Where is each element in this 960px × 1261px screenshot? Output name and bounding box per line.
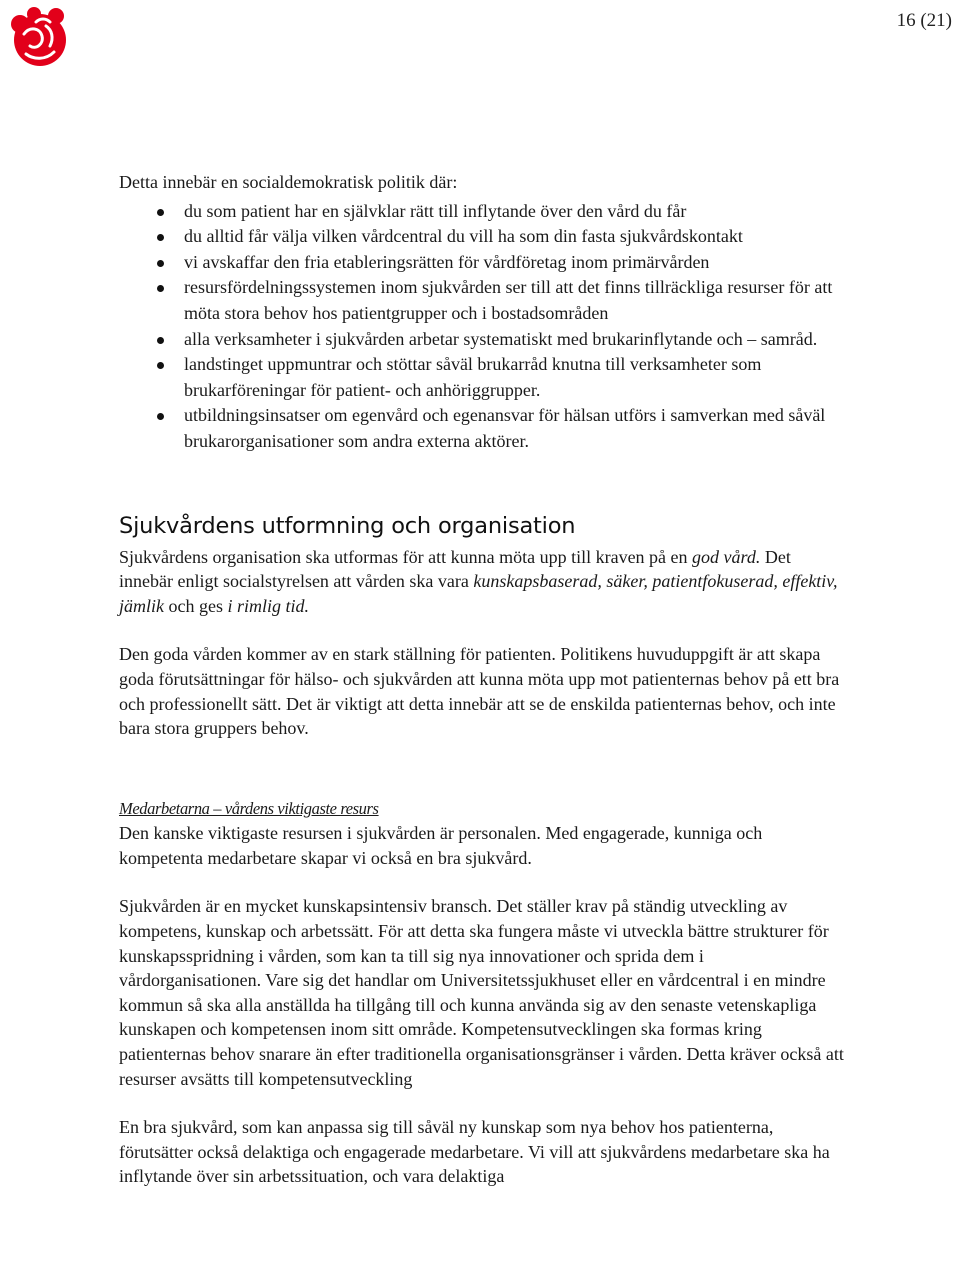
bullet-icon <box>157 362 164 369</box>
list-item: landstinget uppmuntrar och stöttar såväl brukarråd knutna till verksamheter som brukarföreningar för patient- och anhöriggrupper. <box>119 352 849 403</box>
organisation-paragraph: Sjukvårdens organisation ska utformas för att kunna möta upp till kraven på en god vård. Det innebär enligt socialstyrelsen att vården ska vara kunskapsbaserad, säker, patientfokuserad, effektiv, jämlik och ges i rimlig tid. <box>119 546 838 616</box>
good-care-paragraph: Den goda vården kommer av en stark ställning för patienten. Politikens huvuduppgift är att skapa goda förutsättningar för hälso- och sjukvården att kunna möta upp mot patienternas behov på ett bra och professionellt sätt. Det är viktigt att detta innebär att se de enskilda patienternas behov, och inte bara stora gruppers behov. <box>119 644 840 739</box>
staff-paragraph: Den kanske viktigaste resursen i sjukvården är personalen. Med engagerade, kunniga och kompetenta medarbetare skapar vi också en bra sjukvård. <box>119 823 763 868</box>
policy-bullet-list <box>119 199 849 455</box>
section-heading: Sjukvårdens utformning och organisation <box>119 512 576 539</box>
bullet-icon <box>157 285 164 292</box>
page-number: 16 (21) <box>896 10 952 31</box>
list-item: utbildningsinsatser om egenvård och egenansvar för hälsan utförs i samverkan med såväl brukarorganisationer som andra externa aktörer. <box>119 403 849 454</box>
bullet-icon <box>157 413 164 420</box>
list-item: du alltid får välja vilken vårdcentral du vill ha som din fasta sjukvårdskontakt <box>119 224 849 250</box>
list-item: alla verksamheter i sjukvården arbetar systematiskt med brukarinflytande och – samråd. <box>119 327 849 353</box>
list-item: resursfördelningssystemen inom sjukvården ser till att det finns tillräckliga resurser för att möta stora behov hos patientgrupper och i bostadsområden <box>119 275 849 326</box>
bullet-icon <box>157 260 164 267</box>
list-item: vi avskaffar den fria etableringsrätten för vårdföretag inom primärvården <box>119 250 849 276</box>
bullet-icon <box>157 209 164 216</box>
list-item: du som patient har en självklar rätt till inflytande över den vård du får <box>119 199 849 225</box>
bullet-icon <box>157 337 164 344</box>
bullet-icon <box>157 234 164 241</box>
intro-text: Detta innebär en socialdemokratisk politik där: <box>119 172 458 192</box>
subsection-heading: Medarbetarna – vårdens viktigaste resurs <box>119 798 379 818</box>
knowledge-paragraph: Sjukvården är en mycket kunskapsintensiv bransch. Det ställer krav på ständig utveckling av kompetens, kunskap och arbetssätt. För att detta ska fungera måste vi utveckla bättre strukturer för kunskapsspridning i vården, som kan ta till sig nya innovationer och sprida dem i vårdorganisationen. Vare sig det handlar om Universitetssjukhuset eller en vårdcentral i en mindre kommun så ska alla anställda ha tillgång till och kunna använda sig av den senaste vetenskapliga kunskapen och kompetensen inom sitt område. Kompetensutvecklingen ska formas kring patienternas behov snarare än efter traditionella organisationsgränser i vården. Detta kräver också att resurser avsätts till kompetensutveckling <box>119 896 844 1089</box>
party-rose-logo-icon <box>6 4 74 72</box>
document-body <box>119 170 849 1189</box>
participation-paragraph: En bra sjukvård, som kan anpassa sig till såväl ny kunskap som nya behov hos patienterna, förutsätter också delaktiga och engagerade medarbetare. Vi vill att sjukvårdens medarbetare ska ha inflytande över sin arbetssituation, och vara delaktiga <box>119 1117 830 1187</box>
